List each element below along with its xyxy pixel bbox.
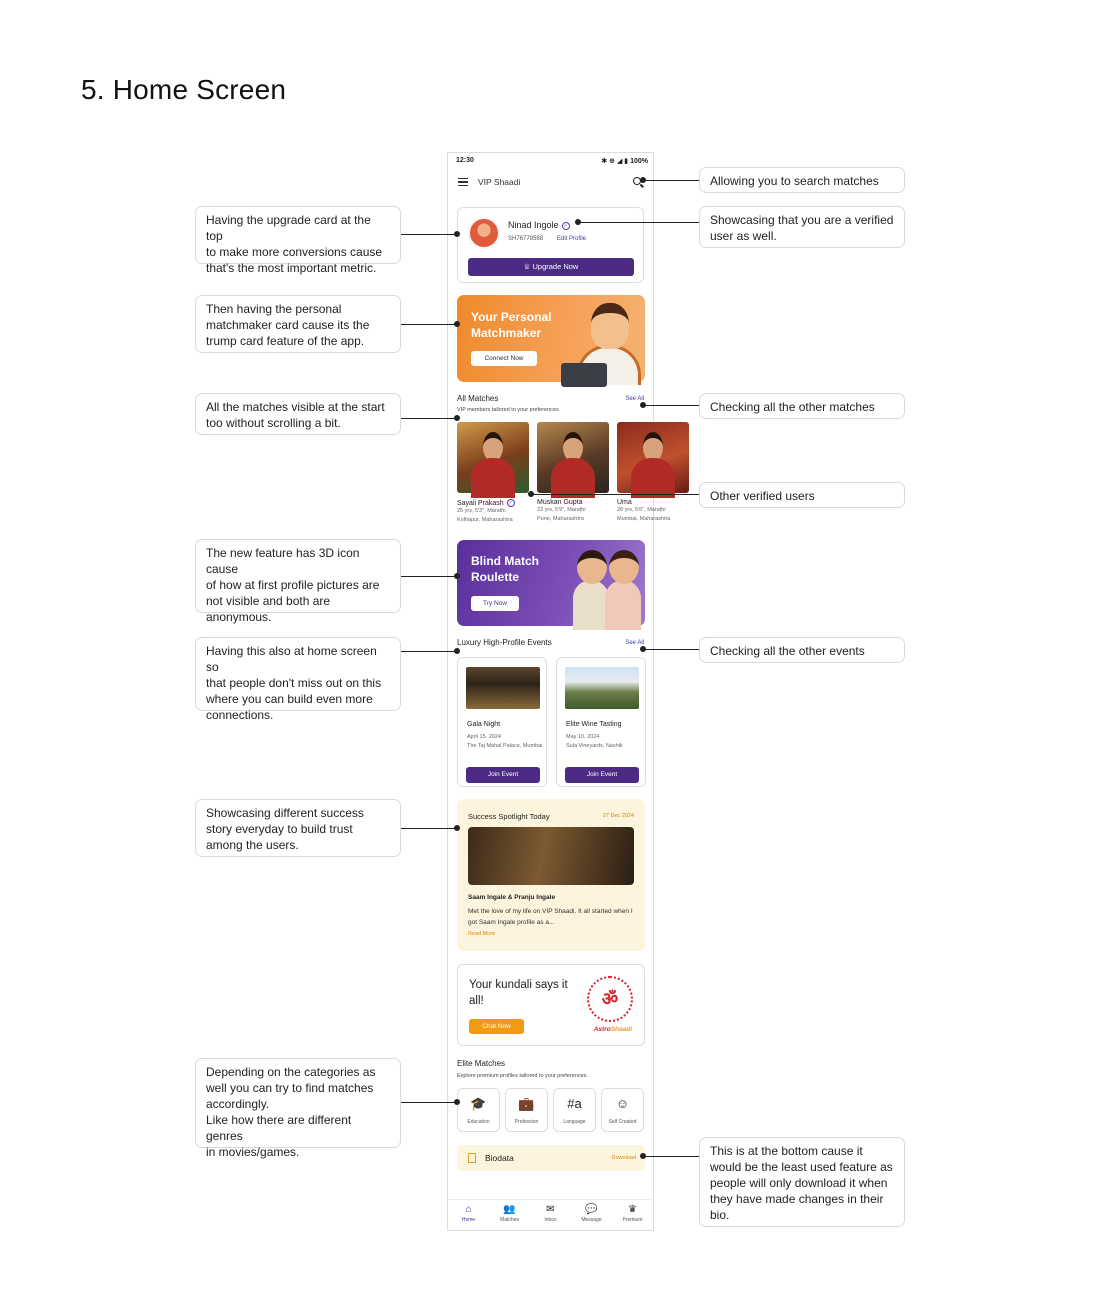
connector-dot xyxy=(454,1099,460,1105)
connector-line xyxy=(531,494,699,495)
avatar[interactable] xyxy=(468,217,500,249)
join-event-button[interactable]: Join Event xyxy=(565,767,639,783)
match-location: Mumbai, Maharashtra xyxy=(617,516,671,522)
connector-line xyxy=(643,1156,699,1157)
event-date: April 15, 2024 xyxy=(467,734,501,740)
connector-line xyxy=(401,828,456,829)
blind-match-roulette-card[interactable] xyxy=(457,540,645,626)
verified-icon: ✓ xyxy=(508,500,513,506)
matchmaker-title: Your Personal Matchmaker xyxy=(471,310,552,340)
phone-screen xyxy=(447,152,671,1231)
kundali-title: Your kundali says it all! xyxy=(469,979,568,1007)
connector-dot xyxy=(640,646,646,652)
category-label: Profession xyxy=(514,1119,539,1125)
elite-matches-title: Elite Matches xyxy=(457,1059,506,1068)
groom-face-3d-icon xyxy=(577,550,607,584)
success-title: Success Spotlight Today xyxy=(468,812,550,821)
couple-names: Saam Ingale & Pranju Ingale xyxy=(468,894,556,901)
event-name: Elite Wine Tasting xyxy=(566,721,622,728)
match-card[interactable] xyxy=(457,422,529,525)
match-location: Kolhapur, Maharashtra xyxy=(457,517,513,523)
try-now-button[interactable]: Try Now xyxy=(471,596,519,611)
status-time: 12:30 xyxy=(456,157,474,164)
match-photo xyxy=(617,422,689,493)
all-matches-title: All Matches xyxy=(457,394,499,403)
connector-dot xyxy=(454,825,460,831)
user-circle-icon: ☺ xyxy=(615,1096,630,1111)
match-name-row xyxy=(457,499,529,507)
note-success: Showcasing different success story everyday to build trust among the users. xyxy=(195,799,401,857)
category-language[interactable] xyxy=(553,1088,596,1132)
tab-message[interactable]: 💬 Message xyxy=(572,1200,612,1229)
note-other-events: Checking all the other events xyxy=(699,637,905,663)
elite-matches-subtitle: Explore premium profiles tailored to your preferences. xyxy=(457,1073,588,1079)
language-icon: #a xyxy=(567,1096,582,1111)
profile-name-row xyxy=(508,220,570,230)
match-name: Sayali Prakash xyxy=(457,499,504,507)
note-other-verified: Other verified users xyxy=(699,482,905,508)
note-other-matches: Checking all the other matches xyxy=(699,393,905,419)
match-location: Pune, Maharashtra xyxy=(537,516,584,522)
connector-line xyxy=(401,1102,456,1103)
mail-icon: ✉ xyxy=(546,1204,555,1215)
status-icons: ✱ ⊕ ◢ ▮ 100% xyxy=(601,158,648,165)
edit-profile-link[interactable]: Edit Profile xyxy=(557,236,587,242)
tab-home[interactable]: ⌂ Home xyxy=(449,1200,489,1229)
connector-line xyxy=(401,418,456,419)
zodiac-wheel-icon xyxy=(587,976,633,1022)
upgrade-label: Upgrade Now xyxy=(532,262,579,271)
bride-face-3d-icon xyxy=(609,550,639,584)
chat-now-button[interactable]: Chat Now xyxy=(469,1019,524,1034)
connector-dot xyxy=(454,415,460,421)
astroshaadi-logo: AstroShaadi xyxy=(593,1026,632,1033)
success-story-text: Met the love of my life on VIP Shaadi. It all started when I got Saam Ingale profile as a... xyxy=(468,908,633,926)
personal-matchmaker-card[interactable] xyxy=(457,295,645,382)
event-card xyxy=(556,657,646,787)
note-matches-visible: All the matches visible at the start too without scrolling a bit. xyxy=(195,393,401,435)
connector-dot xyxy=(640,402,646,408)
success-date: 27 Dec 2024 xyxy=(602,813,634,819)
connector-line xyxy=(401,576,456,577)
category-label: Education xyxy=(467,1119,490,1125)
page-title: 5. Home Screen xyxy=(81,74,287,105)
profile-name: Ninad Ingole xyxy=(508,220,559,230)
events-see-all-link[interactable]: See All xyxy=(625,640,644,646)
laptop-illustration xyxy=(561,363,607,387)
match-details: 28 yrs, 5'6", Marathi xyxy=(617,507,666,513)
match-photo xyxy=(537,422,609,493)
note-blind-match: The new feature has 3D icon cause of how at first profile pictures are not visible and both are anonymous. xyxy=(195,539,401,613)
connector-dot xyxy=(454,321,460,327)
app-bar xyxy=(448,171,653,193)
match-details: 23 yrs, 5'9", Marathi xyxy=(537,507,586,513)
verified-icon: ✓ xyxy=(563,222,568,229)
profile-card xyxy=(457,207,644,283)
home-icon: ⌂ xyxy=(465,1204,472,1215)
read-more-link[interactable]: Read More xyxy=(468,931,496,937)
match-name: Muskan Gupta xyxy=(537,499,583,506)
crown-icon: ♕ xyxy=(523,262,531,271)
category-profession[interactable] xyxy=(505,1088,548,1132)
note-search: Allowing you to search matches xyxy=(699,167,905,193)
menu-icon[interactable] xyxy=(458,178,468,186)
profile-id: SH76779568 xyxy=(508,236,544,242)
connector-line xyxy=(401,324,456,325)
event-date: May 10, 2024 xyxy=(566,734,600,740)
note-matchmaker: Then having the personal matchmaker card cause its the trump card feature of the app. xyxy=(195,295,401,353)
chat-icon: 💬 xyxy=(585,1204,598,1215)
note-categories: Depending on the categories as well you can try to find matches accordingly. Like how there are different genres in movies/games. xyxy=(195,1058,401,1148)
tab-inbox[interactable]: ✉ Inbox xyxy=(531,1200,571,1229)
connector-line xyxy=(643,180,699,181)
connector-line xyxy=(643,649,699,650)
matches-see-all-link[interactable]: See All xyxy=(625,396,644,402)
status-bar xyxy=(456,157,648,167)
blind-match-title: Blind Match Roulette xyxy=(471,554,539,584)
biodata-title: Biodata xyxy=(485,1153,514,1163)
category-label: Self Created xyxy=(608,1119,637,1125)
connector-dot xyxy=(640,177,646,183)
note-verified: Showcasing that you are a verified user as well. xyxy=(699,206,905,248)
event-name: Gala Night xyxy=(467,721,501,728)
category-label: Language xyxy=(563,1119,586,1125)
connector-dot xyxy=(454,648,460,654)
bottom-nav xyxy=(448,1199,653,1229)
event-photo xyxy=(565,667,639,709)
event-place: Sula Vineyards, Nashik xyxy=(566,743,623,749)
couple-photo xyxy=(468,827,634,885)
connector-line xyxy=(401,234,456,235)
groom-3d-icon xyxy=(573,580,609,630)
briefcase-icon: 💼 xyxy=(518,1096,535,1111)
note-biodata: This is at the bottom cause it would be the least used feature as people will only download it when they have made changes in their bio. xyxy=(699,1137,905,1227)
upgrade-now-button[interactable] xyxy=(468,258,634,276)
document-icon xyxy=(468,1153,476,1163)
event-card xyxy=(457,657,547,787)
premium-icon: ♛ xyxy=(628,1204,637,1215)
match-photo xyxy=(457,422,529,493)
match-details: 25 yrs, 5'3", Marathi xyxy=(457,508,506,514)
connector-dot xyxy=(454,573,460,579)
category-education[interactable] xyxy=(457,1088,500,1132)
connector-dot xyxy=(454,231,460,237)
education-icon: 🎓 xyxy=(470,1096,487,1111)
users-icon: 👥 xyxy=(503,1204,516,1215)
event-place: The Taj Mahal Palace, Mumbai xyxy=(467,743,543,749)
category-self-created[interactable] xyxy=(601,1088,644,1132)
events-title: Luxury High-Profile Events xyxy=(457,638,552,647)
connector-line xyxy=(643,405,699,406)
matchmaker-illustration-face xyxy=(591,303,629,349)
app-title: VIP Shaadi xyxy=(478,177,521,187)
note-events: Having this also at home screen so that people don't miss out on this where you can build even more connections. xyxy=(195,637,401,711)
connector-dot xyxy=(640,1153,646,1159)
om-symbol: ॐ xyxy=(601,989,619,1009)
connector-line xyxy=(401,651,456,652)
all-matches-subtitle: VIP members tailored to your preferences xyxy=(457,407,559,413)
kundali-card[interactable] xyxy=(457,964,645,1046)
tab-premium[interactable]: ♛ Premium xyxy=(613,1200,653,1229)
success-spotlight-card[interactable] xyxy=(457,799,645,951)
bride-3d-icon xyxy=(605,580,641,630)
download-link[interactable]: Download xyxy=(611,1155,636,1161)
tab-matches[interactable]: 👥 Matches xyxy=(490,1200,530,1229)
match-card[interactable] xyxy=(617,422,689,524)
join-event-button[interactable]: Join Event xyxy=(466,767,540,783)
event-photo xyxy=(466,667,540,709)
connector-line xyxy=(578,222,699,223)
connector-dot xyxy=(528,491,534,497)
match-name: Uma xyxy=(617,499,632,506)
match-card[interactable] xyxy=(537,422,609,524)
connect-now-button[interactable]: Connect Now xyxy=(471,351,537,366)
note-upgrade: Having the upgrade card at the top to make more conversions cause that's the most important metric. xyxy=(195,206,401,264)
connector-dot xyxy=(575,219,581,225)
biodata-row[interactable] xyxy=(457,1145,645,1171)
